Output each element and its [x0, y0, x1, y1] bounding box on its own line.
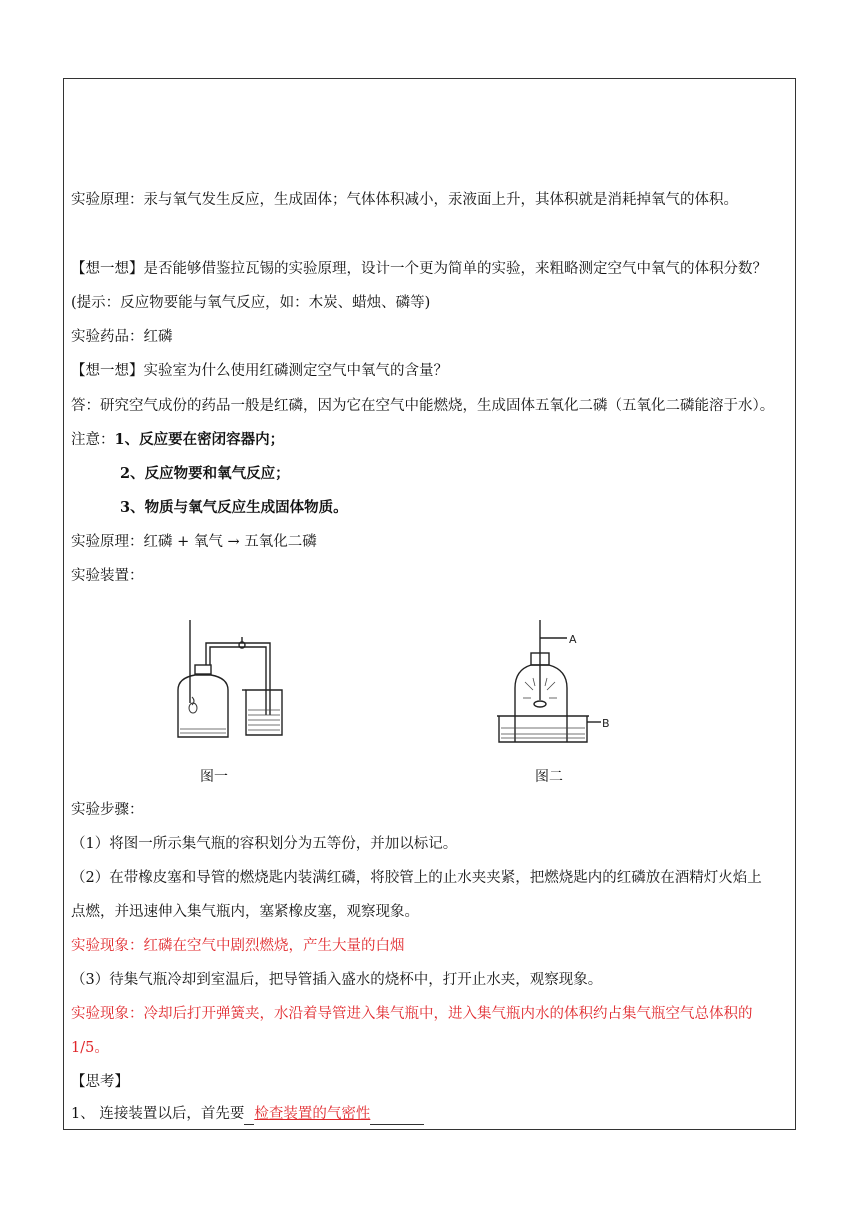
hint-text: (提示：反应物要能与氧气反应，如：木炭、蜡烛、磷等): [71, 295, 431, 311]
answer-text: 答：研究空气成份的药品一般是红磷，因为它在空气中能燃烧，生成固体五氧化二磷（五氧化二磷能溶于水）。: [71, 398, 775, 414]
question-1-answer: 检查装置的气密性: [254, 1106, 371, 1122]
question-1: [71, 1104, 424, 1125]
blank-lead: [244, 1104, 254, 1125]
figure-1-apparatus: [170, 615, 290, 745]
note-1-text: 1、反应要在密闭容器内；: [114, 431, 285, 448]
phenomenon-2-line-2: 1/5。: [71, 1040, 109, 1056]
think-question-1: 【想一想】是否能够借鉴拉瓦锡的实验原理，设计一个更为简单的实验，来粗略测定空气中氧气的体积分数？: [71, 261, 767, 277]
phenomenon-2-line-1: 实验现象：冷却后打开弹簧夹，水沿着导管进入集气瓶中，进入集气瓶内水的体积约占集气瓶空气总体积的: [71, 1006, 753, 1022]
figure-2-apparatus: [495, 620, 615, 750]
think-question-2: 【想一想】实验室为什么使用红磷测定空气中氧气的含量？: [71, 363, 448, 379]
principle-phosphorus: 实验原理：红磷 + 氧气 → 五氧化二磷: [71, 534, 317, 550]
figure-1-label: 图一: [200, 769, 228, 785]
note-prefix: 注意：: [71, 432, 115, 448]
step-2-line-1: （2）在带橡皮塞和导管的燃烧匙内装满红磷，将胶管上的止水夹夹紧，把燃烧匙内的红磷放在酒精灯火焰上: [71, 870, 762, 886]
note-1: [71, 430, 284, 450]
step-3: （3）待集气瓶冷却到室温后，把导管插入盛水的烧杯中，打开止水夹，观察现象。: [71, 972, 603, 988]
note-3: 3、物质与氧气反应生成固体物质。: [120, 499, 348, 516]
steps-heading: 实验步骤：: [71, 802, 144, 818]
step-2-line-2: 点燃，并迅速伸入集气瓶内，塞紧橡皮塞，观察现象。: [71, 904, 419, 920]
note-2: 2、反应物要和氧气反应；: [120, 465, 290, 482]
apparatus-heading: 实验装置：: [71, 568, 144, 584]
reflect-heading: 【思考】: [71, 1074, 129, 1090]
phenomenon-1: 实验现象：红磷在空气中剧烈燃烧，产生大量的白烟: [71, 938, 405, 954]
figure-2-label-a: A: [569, 633, 577, 646]
figure-2-label: 图二: [535, 769, 563, 785]
reagent-text: 实验药品：红磷: [71, 329, 173, 345]
step-1: （1）将图一所示集气瓶的容积划分为五等份，并加以标记。: [71, 836, 458, 852]
figure-2-label-b: B: [602, 717, 610, 730]
principle-mercury: 实验原理：汞与氧气发生反应，生成固体；气体体积减小，汞液面上升，其体积就是消耗掉氧气的体积。: [71, 192, 738, 208]
blank-trail: [370, 1104, 424, 1125]
question-1-prefix: 1、 连接装置以后，首先要: [71, 1106, 245, 1122]
